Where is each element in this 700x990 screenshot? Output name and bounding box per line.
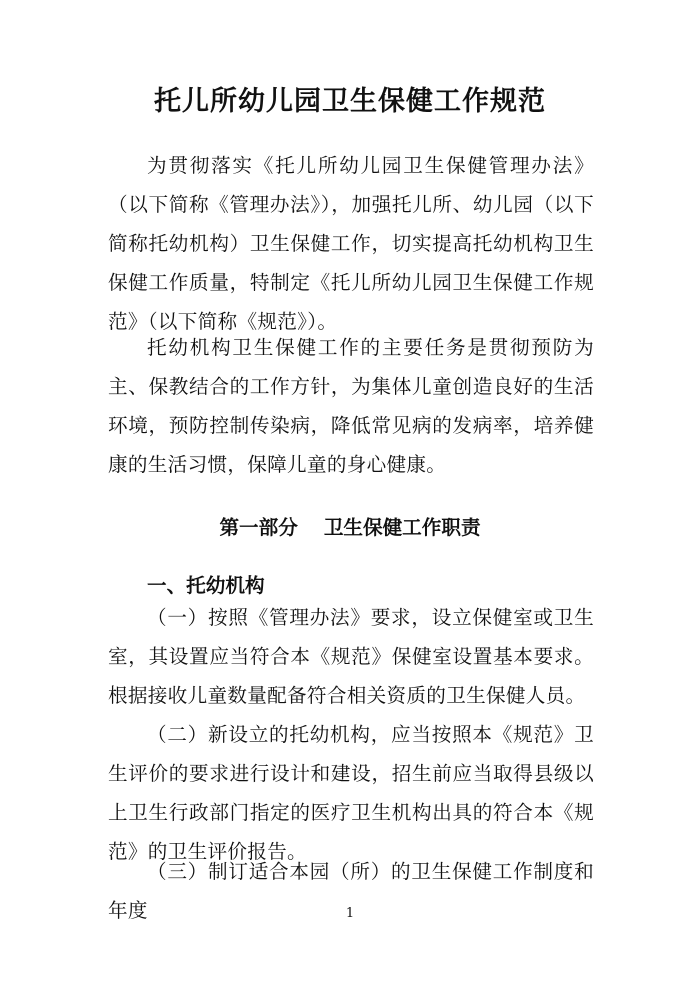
list-item: （二）新设立的托幼机构，应当按照本《规范》卫生评价的要求进行设计和建设，招生前应当取得县级以上卫生行政部门指定的医疗卫生机构出具的符合本《规范》的卫生评价报告。 (108, 723, 594, 863)
tasks-paragraph: 托幼机构卫生保健工作的主要任务是贯彻预防为主、保教结合的工作方针，为集体儿童创造良好的生活环境，预防控制传染病，降低常见病的发病率，培养健康的生活习惯，保障儿童的身心健康。 (108, 336, 594, 476)
intro-paragraph: 为贯彻落实《托儿所幼儿园卫生保健管理办法》（以下简称《管理办法》），加强托儿所、幼儿园（以下简称托幼机构）卫生保健工作，切实提高托幼机构卫生保健工作质量，特制定《托儿所幼儿园卫生保健工作规范》（以下简称《规范》）。 (108, 154, 594, 333)
section-name: 卫生保健工作职责 (323, 516, 481, 539)
document-title: 托儿所幼儿园卫生保健工作规范 (154, 86, 546, 117)
section-part: 第一部分 (219, 516, 298, 539)
list-item: （一）按照《管理办法》要求，设立保健室或卫生室，其设置应当符合本《规范》保健室设置基本要求。根据接收儿童数量配备符合相关资质的卫生保健人员。 (108, 606, 594, 707)
subsection-heading: 一、托幼机构 (147, 574, 265, 597)
page-number: 1 (345, 906, 355, 921)
section-heading (0, 508, 700, 547)
list-item: （三）制订适合本园（所）的卫生保健工作制度和年度 (108, 860, 594, 922)
